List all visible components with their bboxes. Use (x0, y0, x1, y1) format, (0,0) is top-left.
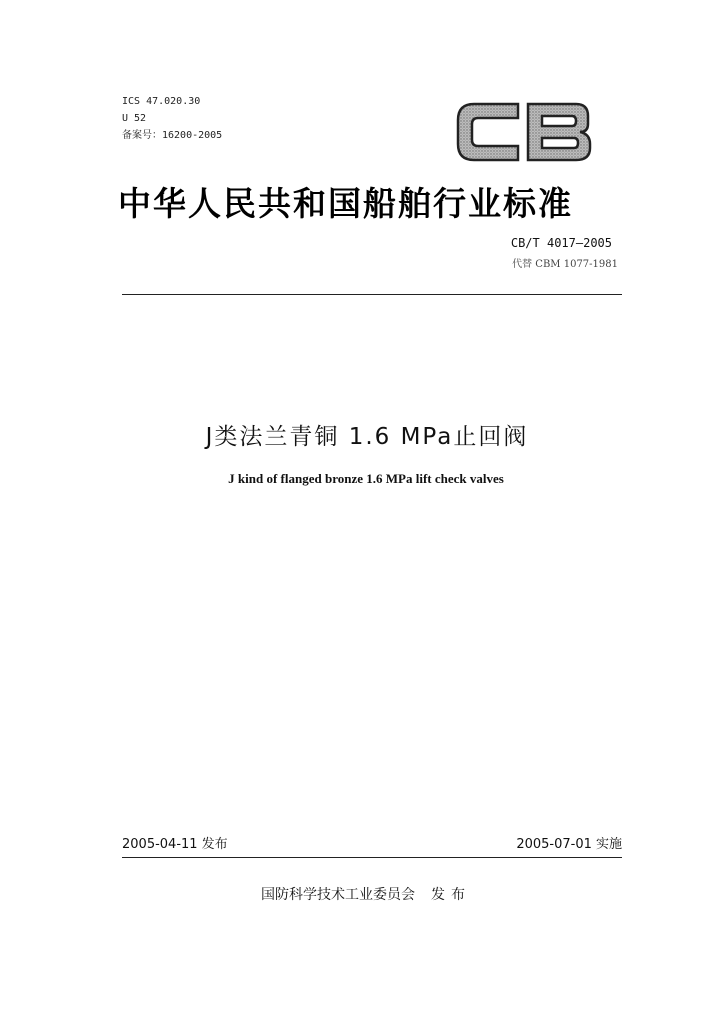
publisher-line (0, 884, 724, 904)
document-title-english: J kind of flanged bronze 1.6 MPa lift check valves (228, 471, 504, 486)
publisher-action: 发布 (431, 887, 471, 903)
standard-category-heading: 中华人民共和国船舶行业标准 (118, 184, 573, 223)
document-title-chinese: J类法兰青铜 1.6 MPa止回阀 (205, 424, 529, 450)
cb-standard-mark-icon (448, 96, 598, 168)
issue-date: 2005-04-11 发布 (122, 837, 228, 852)
ics-code: ICS 47.020.30 (122, 96, 201, 107)
publisher-name: 国防科学技术工业委员会 (261, 887, 415, 903)
footer-divider (122, 857, 622, 858)
classification-block (122, 93, 222, 144)
class-code: U 52 (122, 113, 147, 124)
filing-number: 备案号：16200-2005 (122, 130, 223, 141)
replaces-standard: 代替 CBM 1077-1981 (512, 259, 618, 270)
standard-number: CB/T 4017—2005 (510, 236, 612, 250)
implementation-date: 2005-07-01 实施 (516, 837, 622, 852)
header-divider (122, 294, 622, 295)
